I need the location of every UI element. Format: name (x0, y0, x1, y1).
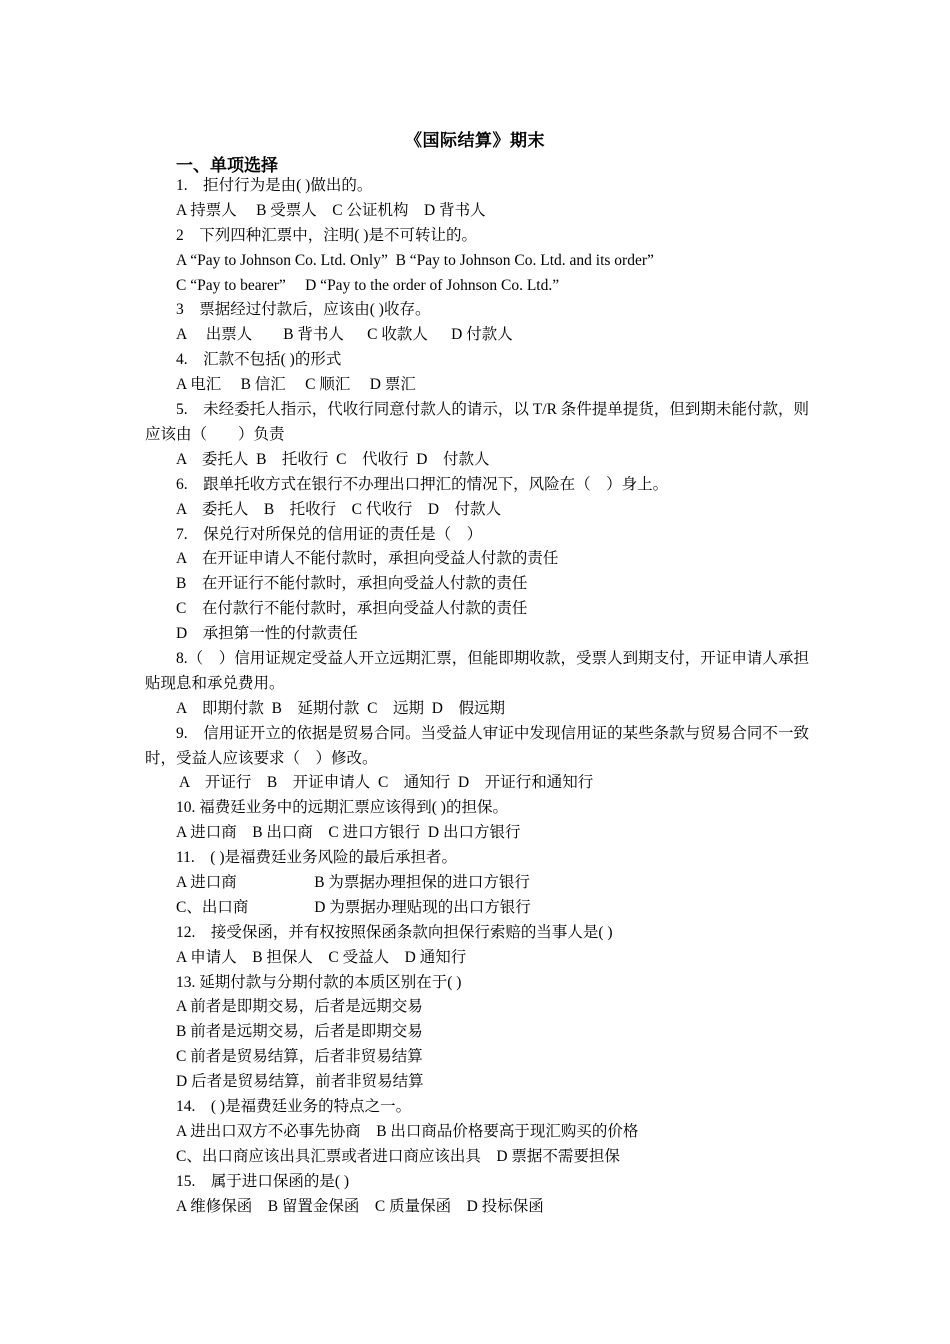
answer-options: A 进口商 B 为票据办理担保的进口方银行 (176, 874, 530, 892)
answer-options: D 后者是贸易结算，前者非贸易结算 (176, 1073, 424, 1091)
question-text: 14. ( )是福费廷业务的特点之一。 (176, 1098, 412, 1116)
answer-options: A 开证行 B 开证申请人 C 通知行 D 开证行和通知行 (176, 774, 594, 792)
answer-options: C “Pay to bearer” D “Pay to the order of Johnson Co. Ltd.” (176, 276, 560, 294)
answer-options: A 前者是即期交易，后者是远期交易 (176, 998, 423, 1016)
question-text: 7. 保兑行对所保兑的信用证的责任是（ ） (176, 525, 483, 543)
answer-options: C、出口商应该出具汇票或者进口商应该出具 D 票据不需要担保 (176, 1147, 620, 1165)
question-text: 12. 接受保函，并有权按照保函条款向担保行索赔的当事人是( ) (176, 923, 613, 941)
answer-options: A 即期付款 B 延期付款 C 远期 D 假远期 (176, 699, 505, 717)
question-text: 9. 信用证开立的依据是贸易合同。当受益人审证中发现信用证的某些条款与贸易合同不一致时，受益人应该要求（ ）修改。 (145, 724, 809, 767)
answer-options: C、出口商 D 为票据办理贴现的出口方银行 (176, 898, 531, 916)
question-text: 8.（ ）信用证规定受益人开立远期汇票，但能即期收款，受票人到期支付，开证申请人承担贴现息和承兑费用。 (145, 649, 809, 692)
question-text: 5. 未经委托人指示，代收行同意付款人的请示，以 T/R 条件提单提货，但到期未能付款，则应该由（ ）负责 (145, 401, 809, 443)
answer-options: C 前者是贸易结算，后者非贸易结算 (176, 1048, 423, 1066)
question-text: 13. 延期付款与分期付款的本质区别在于( ) (176, 973, 462, 991)
answer-options: B 在开证行不能付款时，承担向受益人付款的责任 (176, 575, 528, 593)
answer-options: A “Pay to Johnson Co. Ltd. Only” B “Pay to Johnson Co. Ltd. and its order” (176, 251, 654, 269)
question-text: 3 票据经过付款后，应该由( )收存。 (176, 301, 431, 319)
answer-options: C 在付款行不能付款时，承担向受益人付款的责任 (176, 600, 528, 618)
answer-options: B 前者是远期交易，后者是即期交易 (176, 1023, 423, 1041)
answer-options: A 持票人 B 受票人 C 公证机构 D 背书人 (176, 201, 486, 219)
answer-options: D 承担第一性的付款责任 (176, 625, 358, 643)
question-list (145, 174, 809, 1220)
question-text: 1. 拒付行为是由( )做出的。 (176, 177, 373, 194)
question-text: 10. 福费廷业务中的远期汇票应该得到( )的担保。 (176, 799, 508, 817)
answer-options: A 进口商 B 出口商 C 进口方银行 D 出口方银行 (176, 824, 521, 842)
question-text: 2 下列四种汇票中，注明( )是不可转让的。 (176, 226, 477, 244)
question-text: 4. 汇款不包括( )的形式 (176, 351, 342, 369)
answer-options: A 委托人 B 托收行 C 代收行 D 付款人 (176, 500, 502, 518)
question-text: 11. ( )是福费廷业务风险的最后承担者。 (176, 849, 457, 867)
answer-options: A 在开证申请人不能付款时，承担向受益人付款的责任 (176, 550, 559, 568)
answer-options: A 申请人 B 担保人 C 受益人 D 通知行 (176, 948, 467, 966)
section-heading: 一、单项选择 (176, 156, 278, 175)
question-text: 6. 跟单托收方式在银行不办理出口押汇的情况下，风险在（ ）身上。 (176, 475, 669, 493)
document-title: 《国际结算》期末 (405, 131, 545, 150)
answer-options: A 电汇 B 信汇 C 顺汇 D 票汇 (176, 376, 416, 394)
answer-options: A 维修保函 B 留置金保函 C 质量保函 D 投标保函 (176, 1197, 544, 1215)
answer-options: A 委托人 B 托收行 C 代收行 D 付款人 (176, 450, 490, 468)
answer-options: A 出票人 B 背书人 C 收款人 D 付款人 (176, 326, 513, 344)
question-text: 15. 属于进口保函的是( ) (176, 1172, 350, 1190)
answer-options: A 进出口双方不必事先协商 B 出口商品价格要高于现汇购买的价格 (176, 1122, 639, 1140)
